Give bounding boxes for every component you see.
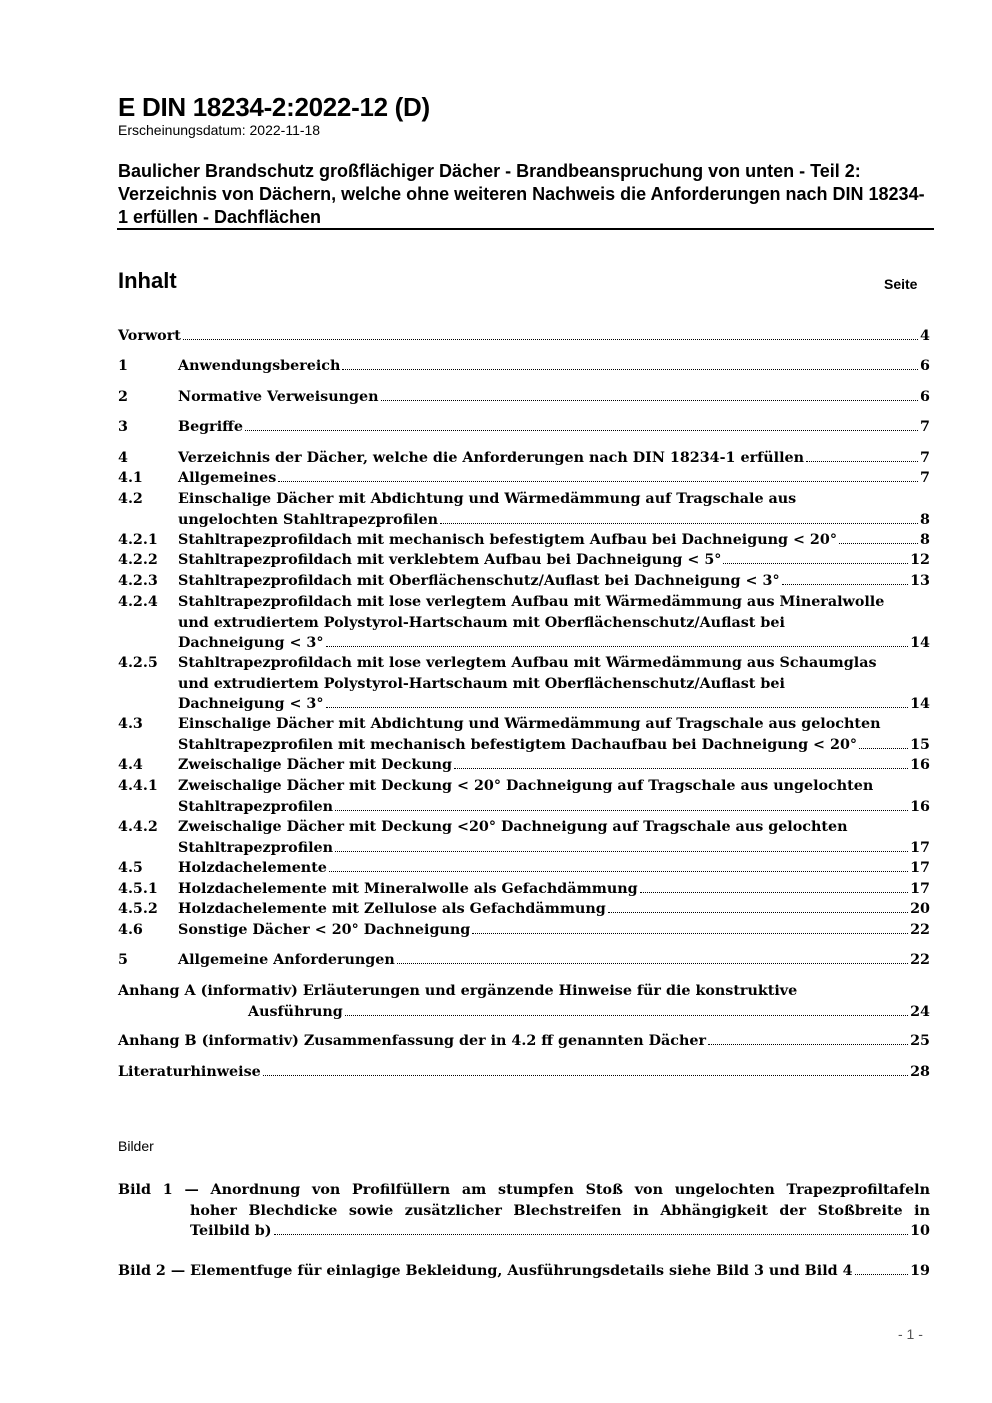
toc-entry[interactable] [118, 1062, 930, 1083]
toc-entry-text: Stahltrapezprofilen [178, 839, 334, 856]
dot-leader [723, 563, 908, 564]
toc-entry-page: 16 [910, 757, 930, 773]
dot-leader [440, 523, 918, 524]
toc-entry-page: 28 [910, 1064, 930, 1080]
dot-leader [708, 1044, 908, 1045]
toc-entry-page: 7 [920, 419, 930, 435]
toc-entry-text: Dachneigung < 3° [178, 696, 324, 712]
dot-leader [326, 707, 909, 708]
dot-leader [326, 646, 909, 647]
toc-entry[interactable] [118, 899, 930, 920]
toc-entry-text: Ausführung [248, 1003, 343, 1020]
toc-entry-number: 1 [118, 358, 128, 374]
toc-entry-page: 7 [920, 450, 930, 466]
toc-entry-text: Stahltrapezprofilen [178, 798, 334, 815]
toc-entry[interactable] [118, 714, 930, 755]
toc-entry-number: 4.2.3 [118, 573, 158, 589]
toc-entry-text: Stahltrapezprofildach mit Oberflächenschutz/Auflast bei Dachneigung < 3° [178, 573, 780, 589]
dot-leader [183, 339, 918, 340]
dot-leader [329, 871, 908, 872]
toc-entry-page: 16 [910, 798, 930, 815]
toc-entry-page: 7 [920, 470, 930, 486]
figures-heading: Bilder [118, 1138, 154, 1154]
dot-leader [335, 851, 908, 852]
toc-entry-text: Stahltrapezprofildach mit verklebtem Aufbau bei Dachneigung < 5° [178, 552, 722, 568]
toc-entry[interactable] [118, 592, 930, 654]
toc-entry[interactable] [118, 879, 930, 900]
toc-entry[interactable] [118, 817, 930, 858]
toc-entry-page: 6 [920, 389, 930, 405]
dot-leader [381, 400, 919, 401]
toc-entry-number: 4.2.4 [118, 594, 158, 610]
figure-entry-1-line-2: hoher Blechdicke sowie zusätzlicher Blechstreifen in Abhängigkeit der Stoßbreite in [190, 1202, 930, 1219]
dot-leader [278, 481, 918, 482]
dot-leader [855, 1274, 909, 1275]
toc-entry-page: 17 [910, 860, 930, 876]
toc-entry-number: 4.1 [118, 470, 143, 486]
dot-leader [806, 461, 918, 462]
document-title: Baulicher Brandschutz großflächiger Dächer - Brandbeanspruchung von unten - Teil 2: Verzeichnis von Dächern, welche ohne weiteren Nachweis die Anforderungen nach DIN 18234-1 erfüllen - Dachflächen [118, 161, 925, 227]
toc-entry-text: Anhang A (informativ) Erläuterungen und ergänzende Hinweise für die konstruktive [118, 983, 798, 999]
toc-entry-number: 3 [118, 419, 128, 435]
toc-entry-number: 4 [118, 450, 128, 466]
toc-entry-page: 22 [910, 952, 930, 968]
dot-leader [345, 1015, 908, 1016]
toc-entry-text: Begriffe [178, 419, 243, 435]
toc-entry-page: 6 [920, 358, 930, 374]
toc-entry-text: Allgemeine Anforderungen [178, 952, 395, 968]
toc-entry-number: 4.4.2 [118, 819, 158, 835]
dot-leader [335, 810, 908, 811]
toc-entry-text: Allgemeines [178, 470, 277, 486]
toc-entry-number: 4.3 [118, 716, 143, 732]
toc-entry-page: 14 [910, 635, 930, 651]
toc-entry-text: Einschalige Dächer mit Abdichtung und Wärmedämmung auf Tragschale aus gelochten [178, 716, 881, 732]
toc-entry[interactable] [118, 920, 930, 941]
toc-entry-text: Stahltrapezprofildach mit mechanisch befestigtem Aufbau bei Dachneigung < 20° [178, 532, 837, 548]
toc-entry[interactable] [118, 448, 930, 469]
figure-entry-1-page: 10 [910, 1223, 930, 1239]
toc-entry-text: Anwendungsbereich [178, 358, 341, 374]
toc-entry-text: Holzdachelemente mit Zellulose als Gefachdämmung [178, 901, 606, 917]
toc-entry-text: Stahltrapezprofilen mit mechanisch befestigtem Dachaufbau bei Dachneigung < 20° [178, 736, 858, 753]
dot-leader [263, 1075, 908, 1076]
dot-leader [274, 1234, 909, 1235]
toc-entry[interactable] [118, 326, 930, 347]
toc-entry[interactable] [118, 653, 930, 715]
toc-entry[interactable] [118, 387, 930, 408]
dot-leader [640, 892, 908, 893]
toc-entry-page: 22 [910, 922, 930, 938]
figure-entry-1-line-3: Teilbild b) [190, 1223, 272, 1239]
toc-entry-page: 15 [910, 736, 930, 753]
dot-leader [782, 584, 909, 585]
toc-heading: Inhalt [118, 268, 177, 293]
dot-leader [839, 543, 918, 544]
figure-entry-2-text: Bild 2 — Elementfuge für einlagige Bekleidung, Ausführungsdetails siehe Bild 3 und Bild 4 [118, 1263, 853, 1279]
figure-entry-2-page: 19 [910, 1263, 930, 1279]
toc-entry-text: Anhang B (informativ) Zusammenfassung der in 4.2 ff genannten Dächer [118, 1033, 706, 1049]
toc-entry-text: Dachneigung < 3° [178, 635, 324, 651]
toc-entry[interactable] [118, 981, 930, 1022]
toc-entry-page: 25 [910, 1033, 930, 1049]
toc-entry-page: 20 [910, 901, 930, 917]
dot-leader [859, 748, 908, 749]
toc-entry-text: Vorwort [118, 328, 181, 344]
toc-entry[interactable] [118, 356, 930, 377]
toc-entry-number: 2 [118, 389, 128, 405]
toc-entry-text: Literaturhinweise [118, 1064, 261, 1080]
toc-entry-text: Holzdachelemente mit Mineralwolle als Gefachdämmung [178, 881, 638, 897]
figure-entry-2[interactable] [118, 1261, 930, 1282]
toc-entry-text: Stahltrapezprofildach mit lose verlegtem Aufbau mit Wärmedämmung aus Schaumglas [178, 655, 877, 671]
dot-leader [397, 963, 908, 964]
publication-date: Erscheinungsdatum: 2022-11-18 [118, 122, 321, 138]
toc-entry-number: 5 [118, 952, 128, 968]
toc-entry-page: 17 [910, 881, 930, 897]
toc-entry[interactable] [118, 571, 930, 592]
toc-entry[interactable] [118, 755, 930, 776]
toc-entry-text: Stahltrapezprofildach mit lose verlegtem Aufbau mit Wärmedämmung aus Mineralwolle [178, 594, 885, 610]
toc-entry-page: 4 [920, 328, 930, 344]
toc-entry-number: 4.4 [118, 757, 143, 773]
toc-page-label: Seite [884, 276, 918, 292]
toc-entry[interactable] [118, 550, 930, 571]
dot-leader [472, 933, 908, 934]
dot-leader [245, 430, 918, 431]
toc-entry-text: Normative Verweisungen [178, 389, 379, 405]
toc-entry-page: 12 [910, 552, 930, 568]
toc-entry-text: Zweischalige Dächer mit Deckung <20° Dachneigung auf Tragschale aus gelochten [178, 819, 848, 835]
toc-entry[interactable] [118, 417, 930, 438]
page-number: - 1 - [898, 1326, 923, 1342]
toc-entry-number: 4.2.1 [118, 532, 158, 548]
toc-entry-page: 14 [910, 696, 930, 712]
toc-entry-number: 4.4.1 [118, 778, 158, 794]
toc-entry-number: 4.5.1 [118, 881, 158, 897]
toc-entry[interactable] [118, 530, 930, 551]
dot-leader [454, 768, 908, 769]
toc-entry[interactable] [118, 489, 930, 530]
toc-entry[interactable] [118, 1031, 930, 1052]
figure-entry-1-line-1: Bild 1 — Anordnung von Profilfüllern am stumpfen Stoß von ungelochten Trapezprofiltafeln [118, 1182, 930, 1198]
toc-entry-page: 24 [910, 1003, 930, 1020]
toc-entry-number: 4.2 [118, 491, 143, 507]
toc-entry-number: 4.5 [118, 860, 143, 876]
toc-entry[interactable] [118, 950, 930, 971]
toc-entry-number: 4.2.2 [118, 552, 158, 568]
toc-entry-text: Verzeichnis der Dächer, welche die Anforderungen nach DIN 18234-1 erfüllen [178, 450, 804, 466]
toc-entry[interactable] [118, 776, 930, 817]
toc-entry-text: Zweischalige Dächer mit Deckung < 20° Dachneigung auf Tragschale aus ungelochten [178, 778, 874, 794]
toc-entry-number: 4.5.2 [118, 901, 158, 917]
toc-entry-text: Zweischalige Dächer mit Deckung [178, 757, 453, 773]
toc-entry-text: Holzdachelemente [178, 860, 327, 876]
document-id: E DIN 18234-2:2022-12 (D) [118, 92, 430, 122]
toc-entry-text: und extrudiertem Polystyrol-Hartschaum mit Oberflächenschutz/Auflast bei [178, 614, 785, 631]
toc-entry-number: 4.2.5 [118, 655, 158, 671]
toc-entry-text: Einschalige Dächer mit Abdichtung und Wärmedämmung auf Tragschale aus [178, 491, 797, 507]
dot-leader [608, 912, 908, 913]
toc-entry-page: 8 [920, 511, 930, 528]
toc-entry[interactable] [118, 468, 930, 489]
toc-entry-text: Sonstige Dächer < 20° Dachneigung [178, 922, 471, 938]
title-rule [117, 228, 934, 230]
toc-entry-number: 4.6 [118, 922, 143, 938]
toc-entry-page: 13 [910, 573, 930, 589]
toc-entry[interactable] [118, 858, 930, 879]
dot-leader [342, 369, 918, 370]
toc-entry-text: und extrudiertem Polystyrol-Hartschaum mit Oberflächenschutz/Auflast bei [178, 675, 785, 692]
toc-entry-page: 8 [920, 532, 930, 548]
figure-entry-1[interactable] [118, 1180, 930, 1242]
toc-entry-page: 17 [910, 839, 930, 856]
toc-entry-text: ungelochten Stahltrapezprofilen [178, 511, 439, 528]
